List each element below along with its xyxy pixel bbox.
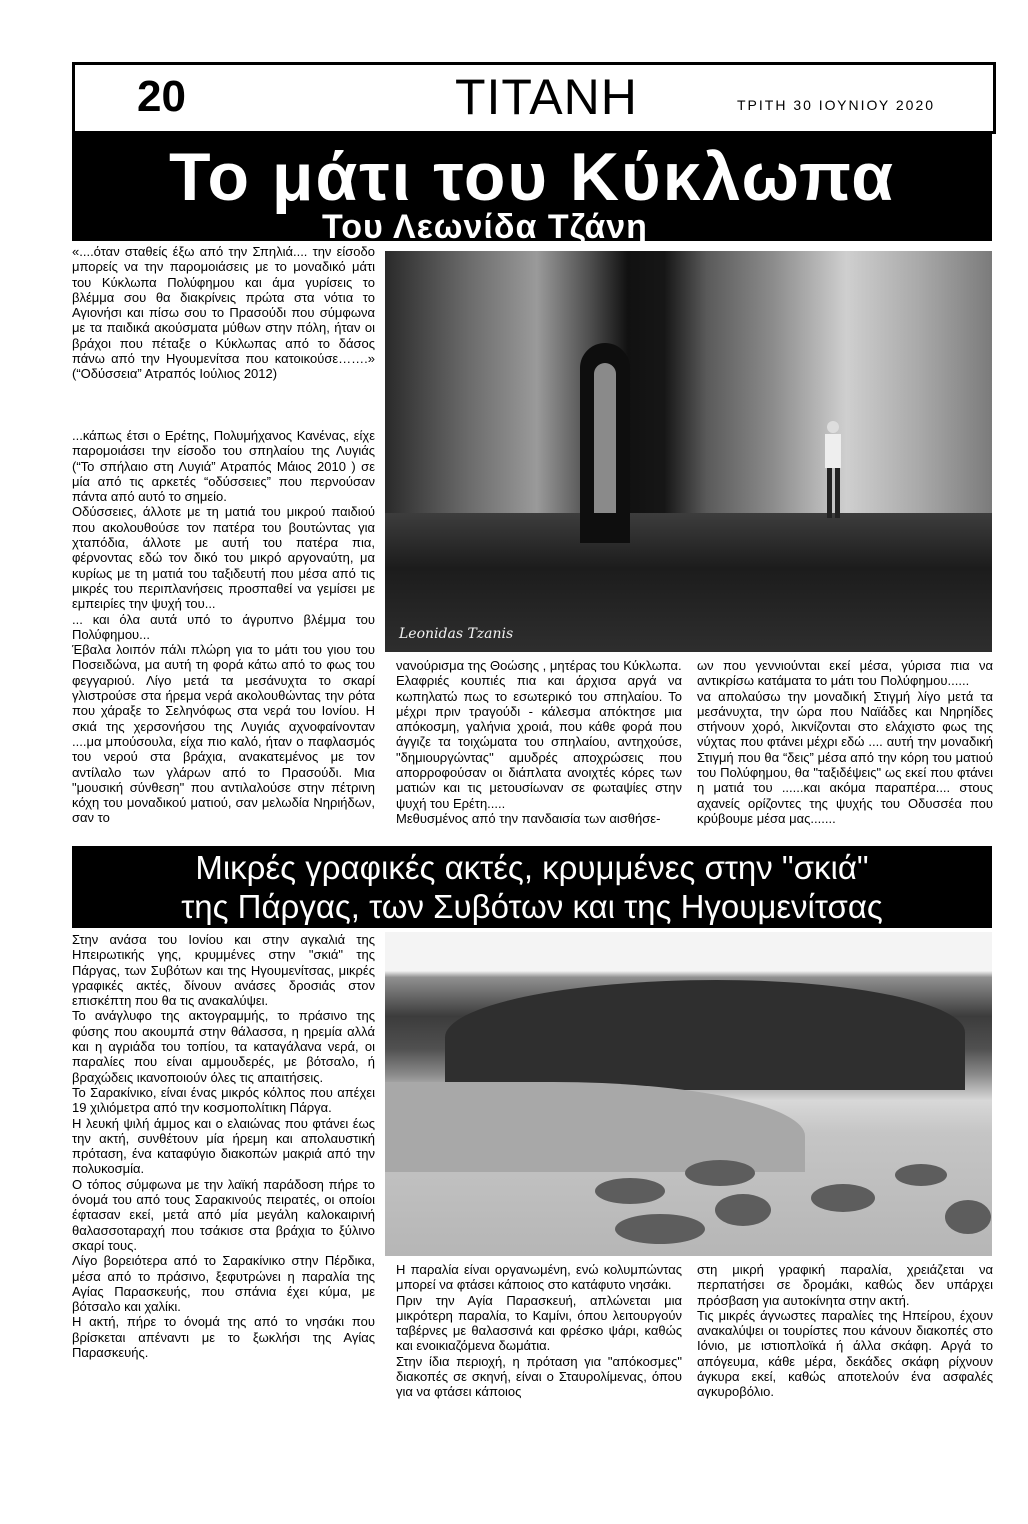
article-intro-quote	[72, 244, 375, 382]
article2-column-1	[72, 932, 375, 1360]
article-column-3	[697, 658, 993, 826]
beach-rock	[595, 1178, 665, 1204]
body-paragraph: Οδύσσειες, άλλοτε με τη ματιά του μικρού παιδιού που ακολουθούσε τον πατέρα του βουτώντας για χταπόδια, άλλοτε με αυτή του πατέρα πια, φέρνοντας εδώ τον δικό του μικρό αργοναύτη, μα κυρίως με τη ματιά του ταξιδευτή που μέσα από τις μικρές του περιπλανήσεις προσπαθεί να γεμίσει με εμπειρίες την ψυχή του...	[72, 504, 375, 612]
body-paragraph: ων που γεννιούνται εκεί μέσα, γύρισα πια να αντικρίσω κατάματα το μάτι του Πολύφημου......	[697, 658, 993, 689]
body-paragraph: νανούρισμα της Θοώσης , μητέρας του Κύκλωπα.	[396, 658, 682, 673]
page-number: 20	[137, 72, 186, 121]
article-headline: Το μάτι του Κύκλωπα	[168, 139, 896, 215]
body-paragraph: Τις μικρές άγνωστες παραλίες της Ηπείρου, έχουν ανακαλύψει οι τουρίστες που κάνουν διακοπές στο Ιόνιο, με ιστιοπλοϊκά ή άλλα σκάφη. Αργά το απόγευμα, κάθε μέρα, δεκάδες σκάφη ρίχνουν άγκυρα εκεί, καθώς αποτελούν ένα ασφαλές αγκυροβόλιο.	[697, 1307, 993, 1400]
intro-paragraph: «....όταν σταθείς έξω από την Σπηλιά.... την είσοδο μπορείς να την παρομοιάσεις με το μοναδικό μάτι του Κύκλωπα Πολύφημου και άμα γυρίσεις το βλέμμα σου θα διακρίνεις πρώτα στα νότια το Αγιονήσι και πίσω σου το Πρασούδι που σύμφωνα με τα παιδικά ακούσματα μύθων στην πόλη, ήταν οι βράχοι που πέταξε ο Κύκλωπας από το δάσος πάνω από την Ηγουμενίτσα που κατοικούσε…….» (“Οδύσσεια” Ατραπός Ιούλιος 2012)	[72, 244, 375, 382]
article2-column-3	[697, 1262, 993, 1400]
newspaper-name: ΤΙΤΑΝΗ	[455, 69, 638, 125]
body-paragraph: ... και όλα αυτά υπό το άγρυπνο βλέμμα του Πολύφημου...	[72, 611, 375, 642]
body-paragraph: Έβαλα λοιπόν πάλι πλώρη για το μάτι του γιου του Ποσειδώνα, μα αυτή τη φορά κάτω από το φως του φεγγαριού. Λίγο μετά τα μεσάνυχτα το σκαρί γλιστρούσε στα ήρεμα νερά ακολουθώντας την ρότα που χάραξε το Σεληνόφως στα νερά του Ιονίου. Η σκιά της χερσονήσου της Λυγιάς αχνοφαίνονταν ....μα μπούσουλα, είχα πιο καλό, ήταν ο παφλασμός του νερού στα βράχια, ανακατεμένος με τον αντίλαλο των γλάρων από το Πρασούδι. Μια "μουσική σύνθεση" που αντιλαλούσε στην πέτρινη κόχη του μοναδικού ματιού, σαν μελωδία Νηριήδων, σαν το	[72, 642, 375, 826]
cave-light	[594, 363, 616, 513]
body-paragraph: Ελαφριές κουπιές πια και άρχισα αργά να κωπηλατώ πως το εσωτερικό του σπηλαίου. Το μέχρι πριν τραγούδι - κάλεσμα απόκτησε μια απόκοσμη, γαλήνια χροιά, που κάθε φορά που άγγιζε τα τοιχώματα του σπηλαίου, αντηχούσε, "δημιουργώντας" αμυδρές αποχρώσεις που απορροφούσαν οι διάπλατα ανοιχτές κόρες των ματιών και τις μετουσίωναν σε φωταψίες στην ψυχή του Ερέτη.....	[396, 673, 682, 811]
article-headline-banner	[72, 131, 992, 246]
body-paragraph: Ο τόπος σύμφωνα με την λαϊκή παράδοση πήρε το όνομά του από τους Σαρακινούς πειρατές, οι οποίοι έφτασαν εκεί, μετά από μία μεγάλη καλοκαιρινή θαλασσοταραχή που τσάκισε στα βράχια το ξύλινο σκαρί τους.	[72, 1176, 375, 1253]
body-paragraph: ...κάπως έτσι ο Ερέτης, Πολυμήχανος Κανένας, είχε παρομοιάσει την είσοδο του σπηλαίου της Λυγιάς (“Το σπήλαιο στη Λυγιά” Ατραπός Μάιος 2010 ) σε μία από τις αρκετές “οδύσσειες” που περνούσαν πάντα από αυτό το σημείο.	[72, 428, 375, 505]
beach-rock	[685, 1160, 755, 1186]
article-headline-2	[72, 848, 992, 926]
body-paragraph: να απολαύσω την μοναδική Στιγμή λίγο μετά τα μεσάνυχτα, την ώρα που Ναϊάδες και Νηρηίδες στήνουν χορό, λικνίζονται στο ελάχιστο φως της νύχτας που φτάνει μέχρι εδώ .... αυτή την μοναδική Στιγμή που θα “δεις” μέσα από την κόρη του ματιού του Πολύφημου, θα "ταξιδέψεις" ως εκεί που φτάνει η ματιά του ......και ακόμα παραπέρα.... στους αχανείς ορίζοντες της ψυχής του Οδυσσέα που κρύβουμε μέσα μας.......	[697, 688, 993, 826]
body-paragraph: Στην ίδια περιοχή, η πρόταση για "απόκοσμες" διακοπές σε σκηνή, είναι ο Σταυρολίμενας, όπου για να φτάσει κάποιος	[396, 1353, 682, 1400]
sea-water	[385, 1082, 805, 1172]
issue-date: ΤΡΙΤΗ 30 ΙΟΥΝΙΟΥ 2020	[737, 97, 936, 113]
article-headline-banner-2	[72, 846, 992, 928]
sea-cave-photo	[385, 251, 992, 652]
body-paragraph: Μεθυσμένος από την πανδαισία των αισθήσε-	[396, 810, 661, 826]
article2-column-2	[396, 1262, 682, 1400]
hiker-figure	[817, 419, 847, 537]
article-column-2	[396, 658, 682, 826]
article-column-1	[72, 428, 375, 826]
beach-rock	[811, 1184, 875, 1212]
masthead	[72, 62, 996, 134]
beach-rock	[945, 1200, 991, 1234]
photo-signature: Leonidas Tzanis	[399, 626, 514, 642]
beach-rock	[715, 1194, 771, 1226]
body-paragraph: Το ανάγλυφο της ακτογραμμής, το πράσινο της φύσης που ακουμπά στην θάλασσα, η ηρεμία αλλά και η αγριάδα του τοπίου, τα καταγάλανα νερά, οι παραλίες που είναι αμμουδερές, με βότσαλο, ή βραχώδεις ικανοποιούν όλες τις απαιτήσεις.	[72, 1008, 375, 1085]
beach-photo	[385, 932, 992, 1256]
headline-line-1: Μικρές γραφικές ακτές, κρυμμένες στην "σκιά"	[195, 849, 869, 886]
body-paragraph: Η λευκή ψιλή άμμος και ο ελαιώνας που φτάνει έως την ακτή, συνθέτουν μία ήρεμη και απολαυστική πρόταση, ένα καταφύγιο διακοπών μακριά από την πολυκοσμία.	[72, 1115, 375, 1177]
beach-rock	[615, 1214, 705, 1244]
body-paragraph: Πριν την Αγία Παρασκευή, απλώνεται μια μικρότερη παραλία, το Καμίνι, όπου λειτουργούν ταβέρνες με θαλασσινά και φρέσκο ψάρι, καθώς και ενοικιαζόμενα δωμάτια.	[396, 1292, 682, 1354]
author-byline: Του Λεωνίδα Τζάνη	[322, 208, 648, 246]
beach-rock	[895, 1164, 947, 1186]
body-paragraph: Η παραλία είναι οργανωμένη, ενώ κολυμπώντας μπορεί να φτάσει κάποιος στο κατάφυτο νησάκι.	[396, 1262, 682, 1293]
body-paragraph: Η ακτή, πήρε το όνομά της από το νησάκι που βρίσκεται απέναντι με το ξωκλήσι της Αγίας Παρασκευής.	[72, 1314, 375, 1361]
headline-line-2: της Πάργας, των Συβότων και της Ηγουμενίτσας	[181, 888, 883, 925]
body-paragraph: στη μικρή γραφική παραλία, χρειάζεται να περπατήσει σε δρομάκι, καθώς δεν υπάρχει πρόσβαση για αυτοκίνητα στην ακτή.	[697, 1262, 993, 1308]
wooded-hill	[445, 980, 965, 1090]
body-paragraph: Στην ανάσα του Ιονίου και στην αγκαλιά της Ηπειρωτικής γης, κρυμμένες στην "σκιά" της Πάργας, των Συβότων και της Ηγουμενίτσας, μικρές γραφικές ακτές, δίνουν ανάσες δροσιάς στον επισκέπτη που θα τις ανακαλύψει.	[72, 932, 375, 1009]
body-paragraph: Το Σαρακίνικο, είναι ένας μικρός κόλπος που απέχει 19 χιλιόμετρα από την κοσμοπολίτικη Πάργα.	[72, 1084, 375, 1116]
body-paragraph: Λίγο βορειότερα από το Σαρακίνικο στην Πέρδικα, μέσα από το πράσινο, ξεφυτρώνει η παραλία της Αγίας Παρασκευής, που σπάνια έχει κύμα, με βότσαλο και χαλίκι.	[72, 1253, 375, 1315]
